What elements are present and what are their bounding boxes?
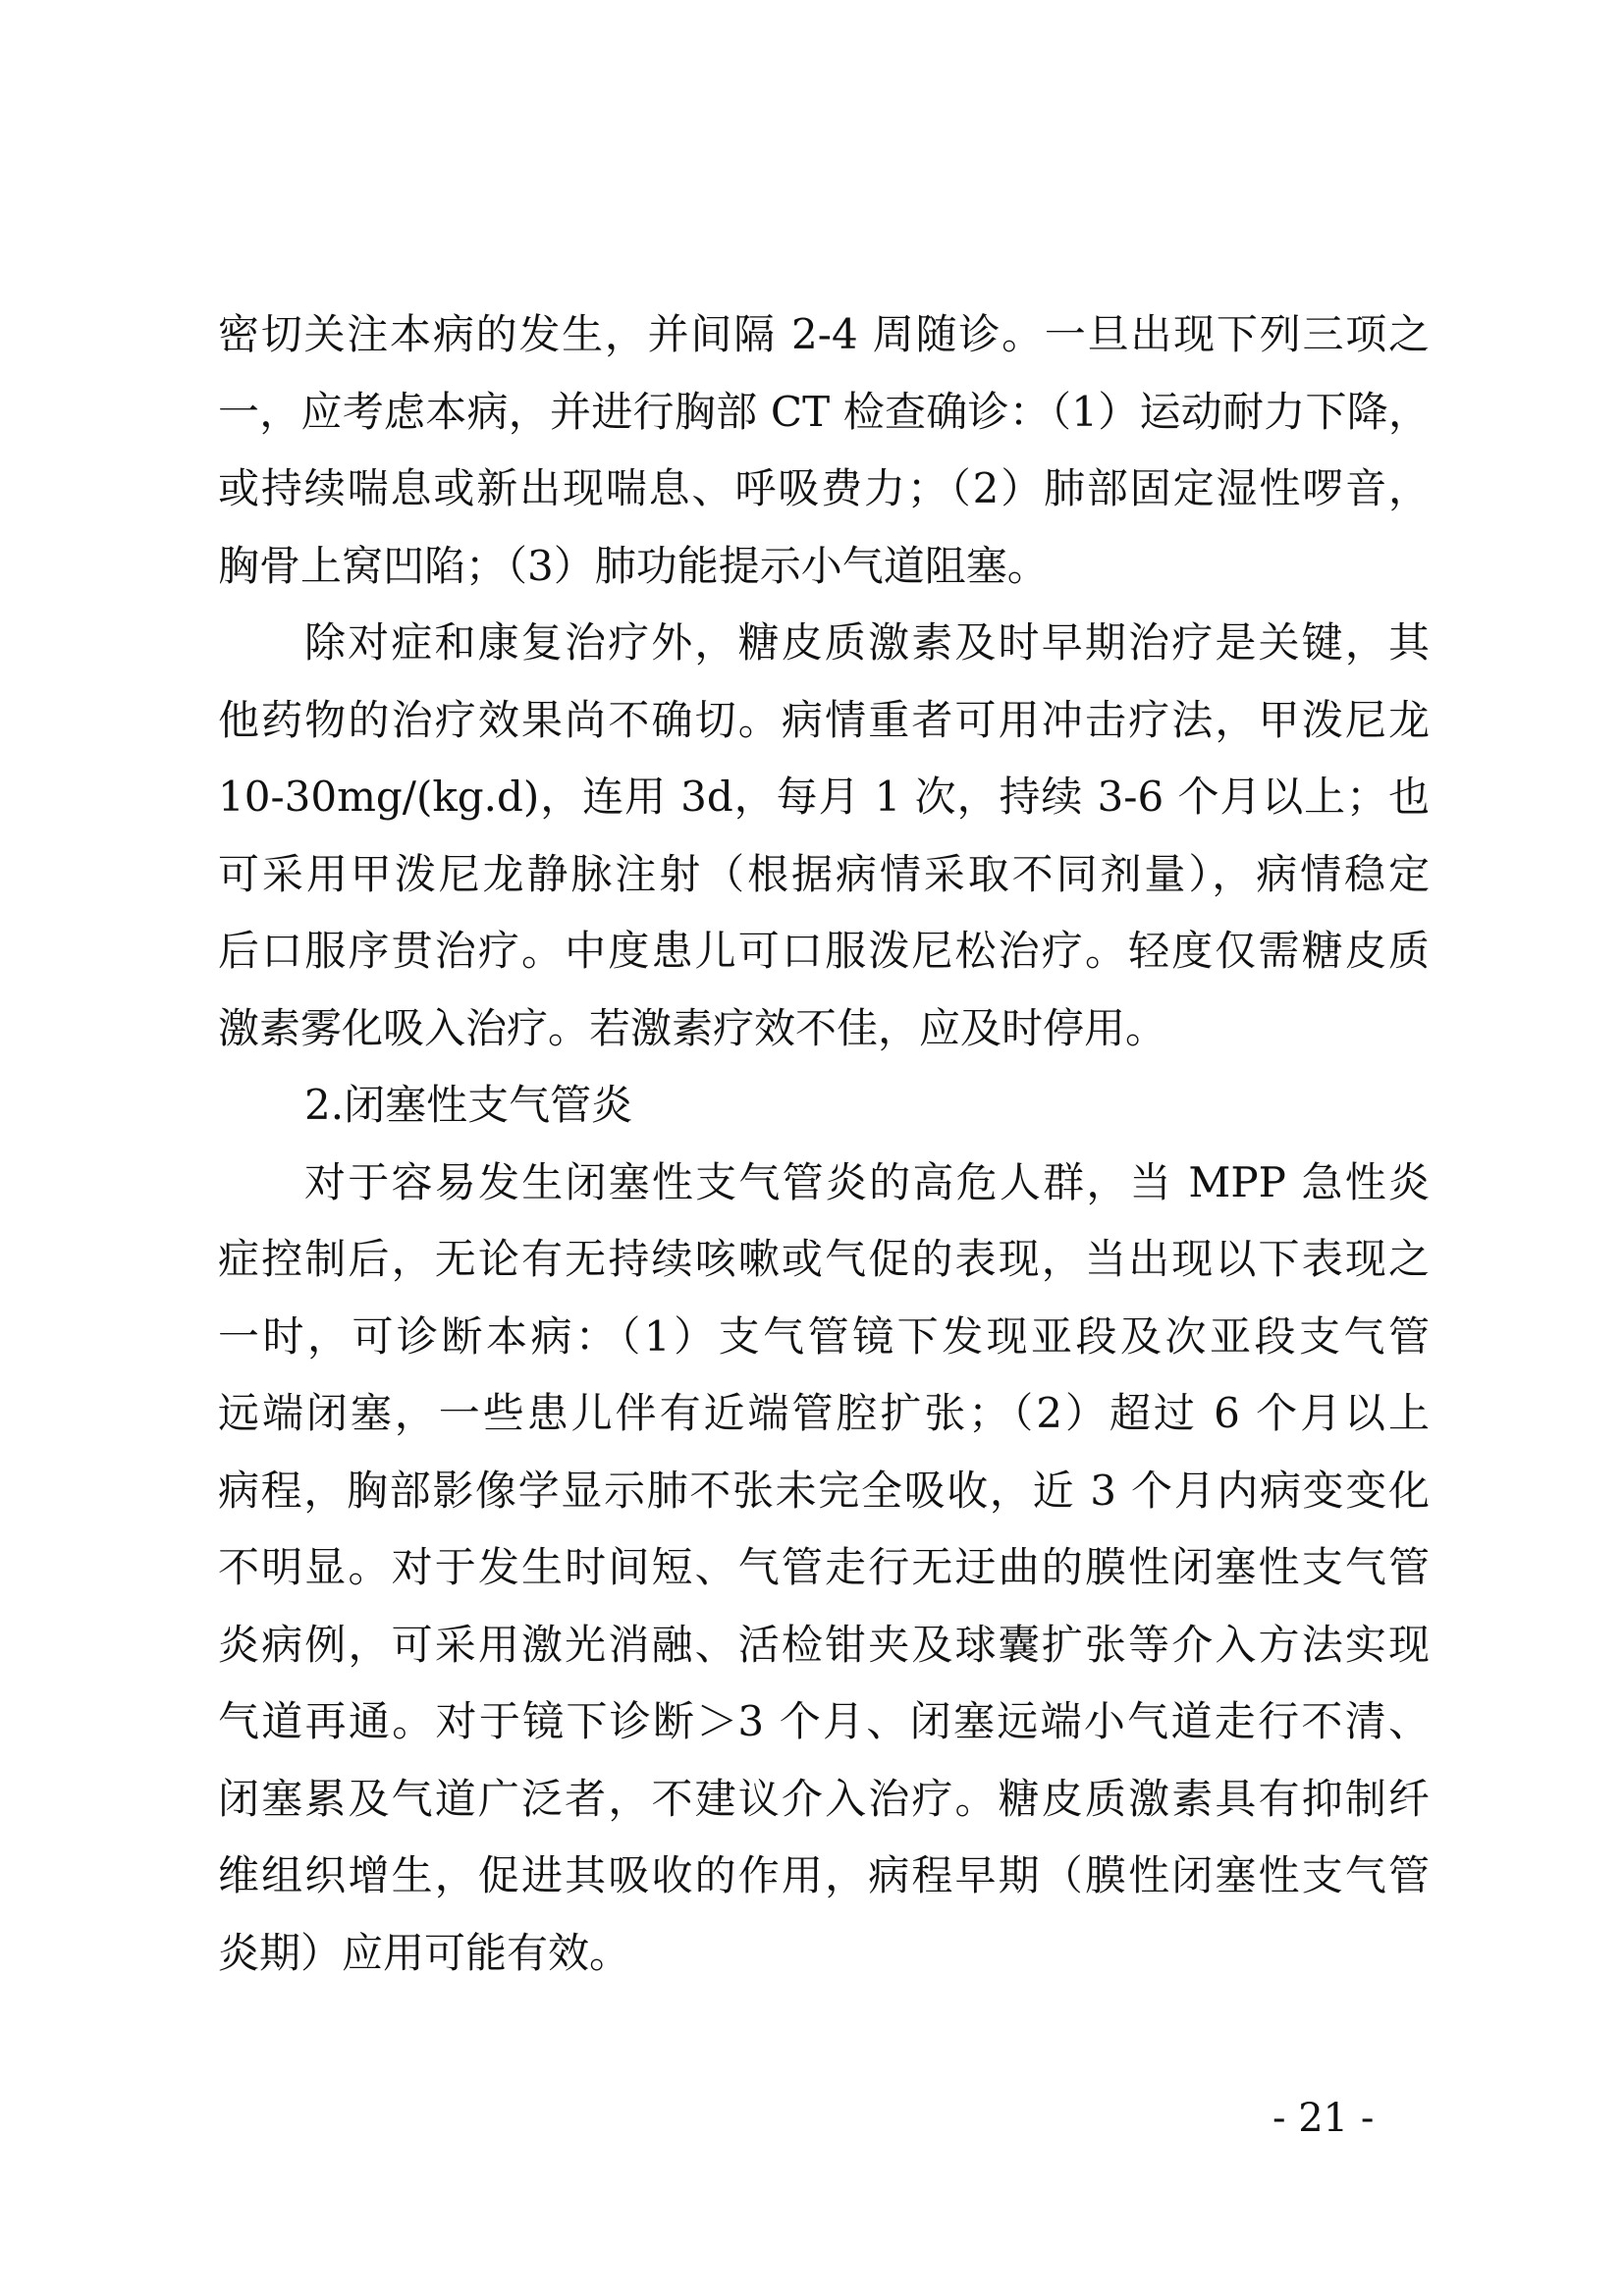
text-line: 10-30mg/(kg.d)，连用 3d，每月 1 次，持续 3-6 个月以上；也 xyxy=(218,773,1430,821)
text-line: 病程，胸部影像学显示肺不张未完全吸收，近 3 个月内病变变化 xyxy=(218,1466,1430,1515)
text-line: 对于容易发生闭塞性支气管炎的高危人群，当 MPP 急性炎 xyxy=(304,1157,1430,1206)
text-line: 闭塞累及气道广泛者，不建议介入治疗。糖皮质激素具有抑制纤 xyxy=(218,1774,1430,1823)
paragraph-2 xyxy=(218,605,1430,1067)
text-line: 远端闭塞，一些患儿伴有近端管腔扩张；（2）超过 6 个月以上 xyxy=(218,1389,1430,1437)
text-line: 他药物的治疗效果尚不确切。病情重者可用冲击疗法，甲泼尼龙 xyxy=(218,695,1430,744)
text-line: 气道再通。对于镜下诊断＞3 个月、闭塞远端小气道走行不清、 xyxy=(218,1697,1430,1745)
text-line: 胸骨上窝凹陷；（3）肺功能提示小气道阻塞。 xyxy=(218,541,1049,590)
text-line: 一时，可诊断本病：（1）支气管镜下发现亚段及次亚段支气管 xyxy=(218,1311,1430,1361)
text-line: 炎期）应用可能有效。 xyxy=(218,1928,631,1977)
section-heading xyxy=(218,1067,1430,1145)
text-line: 症控制后，无论有无持续咳嗽或气促的表现，当出现以下表现之 xyxy=(218,1235,1430,1283)
text-line: 除对症和康复治疗外，糖皮质激素及时早期治疗是关键，其 xyxy=(304,618,1430,667)
text-line: 一，应考虑本病，并进行胸部 CT 检查确诊：（1）运动耐力下降， xyxy=(218,387,1430,436)
text-line: 后口服序贯治疗。中度患儿可口服泼尼松治疗。轻度仅需糖皮质 xyxy=(218,927,1430,975)
paragraph-1 xyxy=(218,296,1430,605)
paragraph-3 xyxy=(218,1145,1430,1993)
page-body xyxy=(218,296,1430,1992)
text-line: 维组织增生，促进其吸收的作用，病程早期（膜性闭塞性支气管 xyxy=(218,1851,1430,1899)
text-line: 激素雾化吸入治疗。若激素疗效不佳，应及时停用。 xyxy=(218,1003,1167,1052)
text-line: 不明显。对于发生时间短、气管走行无迂曲的膜性闭塞性支气管 xyxy=(218,1543,1430,1591)
text-line: 密切关注本病的发生，并间隔 2-4 周随诊。一旦出现下列三项之 xyxy=(218,310,1430,358)
text-line: 可采用甲泼尼龙静脉注射（根据病情采取不同剂量），病情稳定 xyxy=(218,849,1430,898)
page-number: - 21 - xyxy=(1272,2096,1375,2141)
text-line: 或持续喘息或新出现喘息、呼吸费力；（2）肺部固定湿性啰音， xyxy=(218,464,1430,512)
heading-line: 2.闭塞性支气管炎 xyxy=(304,1081,633,1129)
text-line: 炎病例，可采用激光消融、活检钳夹及球囊扩张等介入方法实现 xyxy=(218,1620,1430,1669)
